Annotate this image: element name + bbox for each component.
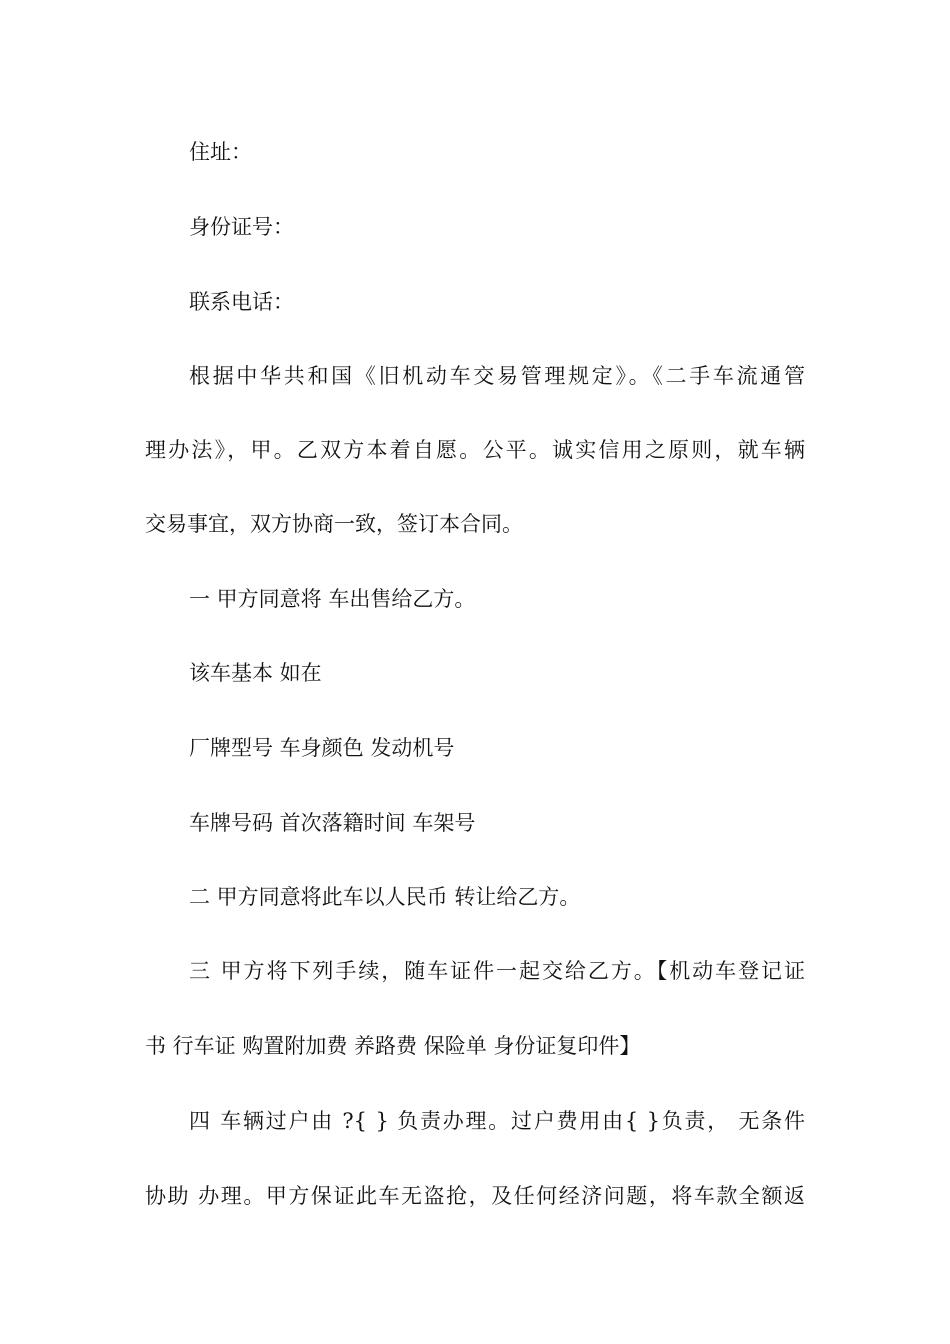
clause-3-line-1: 三 甲方将下列手续，随车证件一起交给乙方。【机动车登记证: [189, 959, 805, 983]
preamble-line-2: 理办法》，甲。乙双方本着自愿。公平。诚实信用之原则，就车辆: [145, 438, 805, 462]
preamble-line-1: 根据中华共和国《旧机动车交易管理规定》。《二手车流通管: [189, 364, 805, 388]
clause-1: 一 甲方同意将 车出售给乙方。: [189, 587, 476, 611]
preamble-line-3: 交易事宜，双方协商一致，签订本合同。: [145, 512, 523, 536]
vehicle-fields-row-2: 车牌号码 首次落籍时间 车架号: [189, 811, 476, 835]
phone-label: 联系电话：: [189, 290, 294, 314]
clause-3-line-2: 书 行车证 购置附加费 养路费 保险单 身份证复印件】: [145, 1034, 641, 1058]
clause-4-line-2: 协助 办理。甲方保证此车无盗抢，及任何经济问题，将车款全额返: [145, 1184, 805, 1208]
address-label: 住址：: [189, 140, 252, 164]
clause-2: 二 甲方同意将此车以人民币 转让给乙方。: [189, 885, 581, 909]
vehicle-fields-row-1: 厂牌型号 车身颜色 发动机号: [189, 736, 455, 760]
id-number-label: 身份证号：: [189, 215, 294, 239]
clause-4-line-1: 四 车辆过户由 ?{ } 负责办理。过户费用由{ }负责， 无条件: [189, 1109, 805, 1133]
vehicle-basic-info: 该车基本 如在: [189, 661, 322, 685]
